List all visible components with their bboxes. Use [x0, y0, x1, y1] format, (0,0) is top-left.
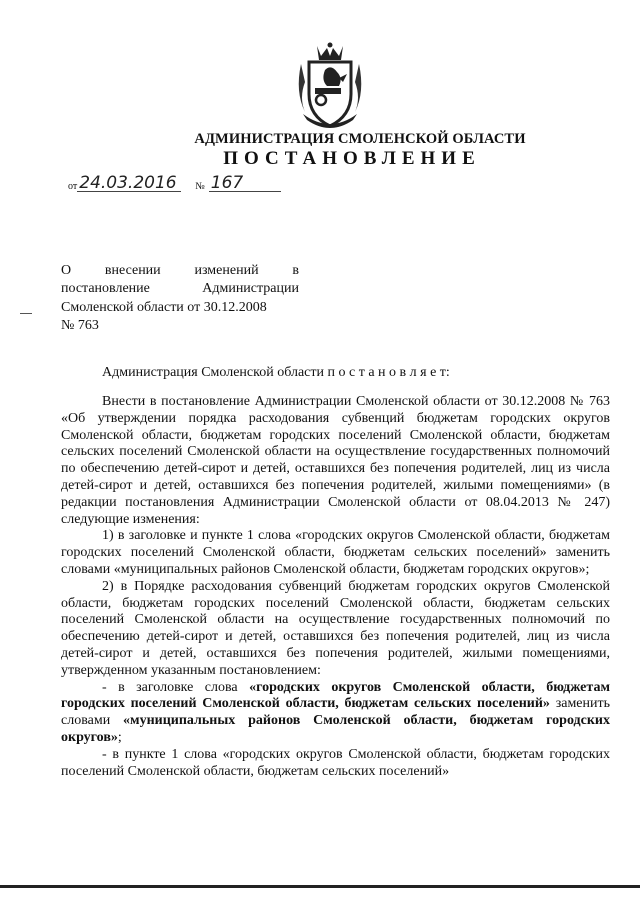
- document-type-title: ПОСТАНОВЛЕНИЕ: [223, 148, 481, 169]
- document-body: [61, 394, 610, 780]
- handwritten-number: 167: [209, 175, 281, 192]
- paragraph-point-1-change: - в пункте 1 слова «городских округов Смоленской области, бюджетам городских поселений Смоленской области, бюджетам сельских поселений»: [61, 746, 610, 779]
- text-run: заменить словами: [61, 696, 611, 729]
- date-number-line: [68, 175, 281, 192]
- paragraph-item-1: 1) в заголовке и пункте 1 слова «городских округов Смоленской области, бюджетам городских поселений Смоленской области, бюджетам сельских поселений» заменить словами «муниципальных районов Смоленской области, бюджетам городских округов»;: [61, 528, 610, 577]
- handwritten-date: 24.03.2016: [77, 175, 181, 192]
- from-label: от: [68, 181, 78, 192]
- paragraph-heading-change: [61, 680, 610, 747]
- subject-number: № 763: [61, 317, 99, 333]
- paragraph-item-2: 2) в Порядке расходования субвенций бюджетам городских округов Смоленской области, бюджетам городских поселений Смоленской области, бюджетам сельских поселений Смоленской области на осуществление государственных полномочий по обеспечению детей-сирот и детей, оставшихся без попечения родителей, лиц из числа детей-сирот и детей, оставшихся без попечения родителей, жилыми помещениями, утвержденном указанным постановлением:: [61, 578, 610, 678]
- number-label: №: [195, 181, 205, 192]
- bold-old-phrase: «городских округов Смоленской области, бюджетам городских поселений Смоленской области, бюджетам сельских поселений»: [61, 679, 610, 712]
- paragraph-intro: Внести в постановление Администрации Смоленской области от 30.12.2008 № 763 «Об утверждении порядка расходования субвенций бюджетам городских округов Смоленской области, бюджетам городских поселений Смоленской области, бюджетам сельских поселений Смоленской области на осуществление государственных полномочий по обеспечению детей-сирот и детей, оставшихся без попечения родителей, лиц из числа детей-сирот и детей, оставшихся без попечения родителей, жилыми помещениями» (в редакции постановления Администрации Смоленской области от 08.04.2013 № 247) следующие изменения:: [61, 394, 610, 527]
- text-run: ;: [117, 729, 122, 745]
- decree-statement: Администрация Смоленской области п о с т а н о в л я е т:: [102, 365, 450, 380]
- bold-new-phrase: «муниципальных районов Смоленской области, бюджетам городских округов»: [61, 713, 610, 745]
- coat-of-arms-emblem: [291, 42, 369, 132]
- organization-title: АДМИНИСТРАЦИЯ СМОЛЕНСКОЙ ОБЛАСТИ: [194, 131, 526, 147]
- subject-block: [61, 262, 299, 335]
- text-run: - в заголовке слова: [102, 679, 250, 695]
- subject-text: О внесении изменений в постановление Администрации Смоленской области от 30.12.2008: [61, 263, 299, 315]
- bottom-rule: [0, 885, 640, 888]
- margin-mark: [20, 313, 32, 314]
